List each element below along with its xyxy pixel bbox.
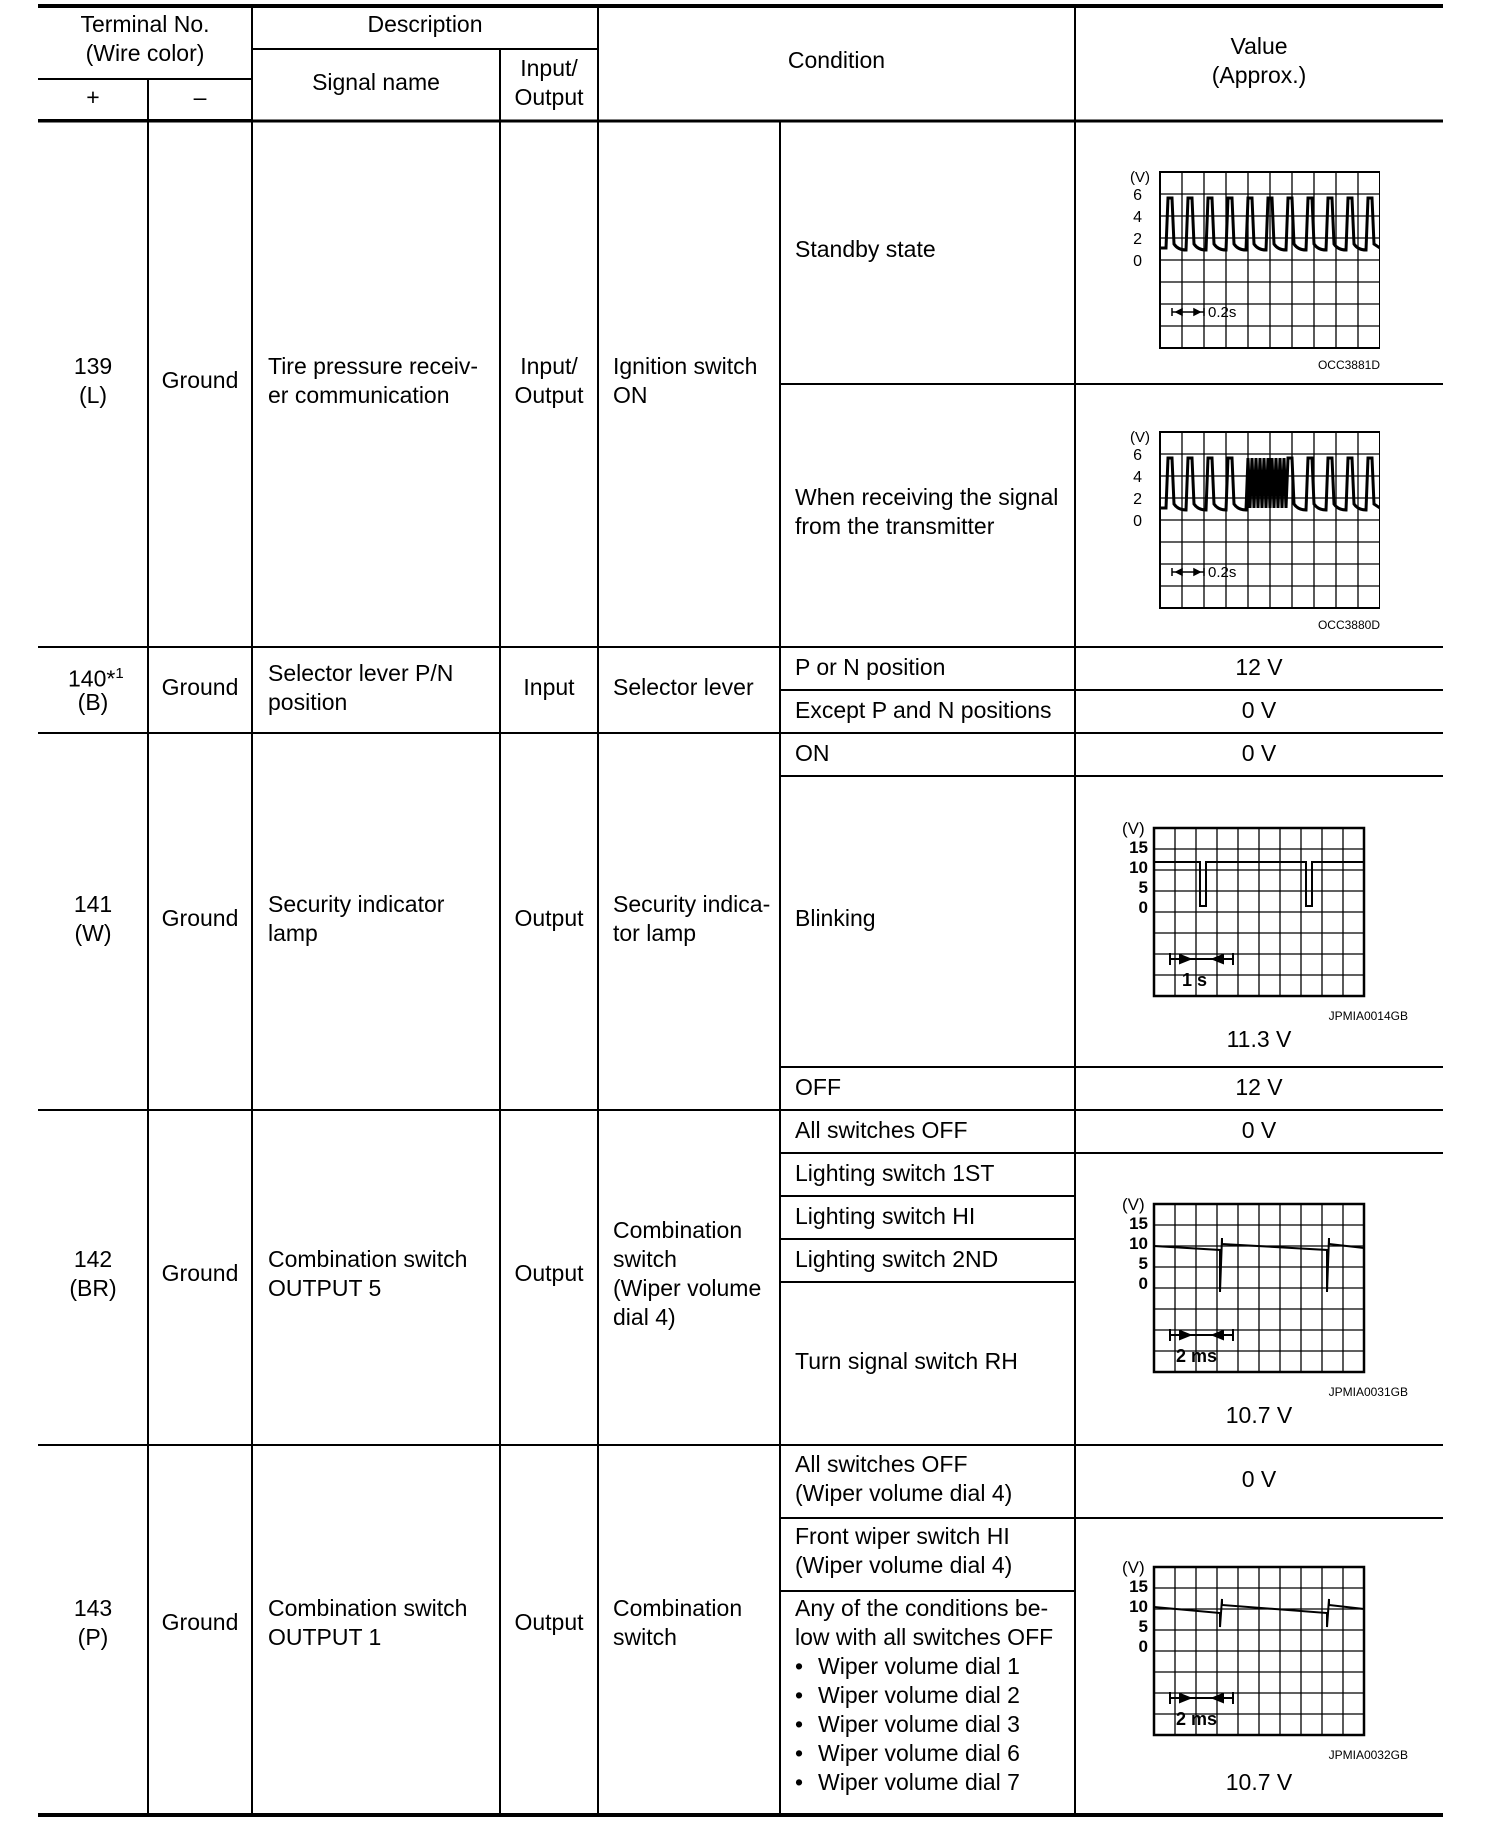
wave-tick: 0	[1138, 898, 1148, 917]
value-output5: 10.7 V	[1225, 1402, 1293, 1428]
subcond-blinking: Blinking	[795, 905, 876, 931]
wave-time: 2 ms	[1176, 1346, 1218, 1366]
subcond-any-conditions-line2: low with all switches OFF	[795, 1624, 1054, 1650]
ground-140: Ground	[161, 674, 239, 700]
cond-141-line1: Security indica-	[613, 891, 771, 917]
subcond-143-all-off-line2: (Wiper volume dial 4)	[795, 1480, 1013, 1506]
signal-140-line1: Selector lever P/N	[268, 660, 454, 686]
list-item: • Wiper volume dial 3	[795, 1711, 1020, 1737]
cond-143-line1: Combination	[613, 1595, 743, 1621]
subcond-p-or-n: P or N position	[795, 654, 946, 680]
header-signal-name: Signal name	[312, 69, 440, 95]
waveform-output5	[1112, 1192, 1412, 1402]
figure-code: JPMIA0014GB	[1328, 1009, 1408, 1023]
header-minus: –	[193, 84, 207, 110]
list-item: • Wiper volume dial 1	[795, 1653, 1020, 1679]
waveform-output1	[1112, 1555, 1412, 1765]
cond-142-line1: Combination	[613, 1217, 743, 1243]
value-all-off: 0 V	[1241, 1117, 1277, 1143]
wave-tick: 4	[1133, 209, 1142, 226]
wave-tick: 4	[1133, 469, 1142, 486]
signal-143-line1: Combination switch	[268, 1595, 468, 1621]
signal-141-line2: lamp	[268, 920, 318, 946]
io-139-line2: Output	[514, 382, 584, 408]
subcond-lighting-1st: Lighting switch 1ST	[795, 1160, 995, 1186]
io-139-line1: Input/	[520, 353, 578, 379]
footnote-marker: 1	[115, 665, 124, 682]
ground-142: Ground	[161, 1260, 239, 1286]
wave-tick: 6	[1133, 447, 1142, 464]
subcond-except-p-n: Except P and N positions	[795, 697, 1052, 723]
wave-tick: 0	[1138, 1637, 1148, 1656]
wave-time: 0.2s	[1208, 564, 1237, 581]
header-value-1: Value	[1230, 33, 1288, 59]
cond-139-line1: Ignition switch	[613, 353, 758, 379]
wave-tick: 5	[1138, 1617, 1148, 1636]
header-input-output-2: Output	[514, 84, 584, 110]
header-input-output-1: Input/	[520, 55, 578, 81]
subcond-receiving-line2: from the transmitter	[795, 513, 995, 539]
wave-tick: 15	[1129, 1214, 1148, 1233]
subcond-front-wiper-hi-line1: Front wiper switch HI	[795, 1523, 1010, 1549]
ground-139: Ground	[161, 367, 239, 393]
wave-time: 2 ms	[1176, 1709, 1218, 1729]
cond-140: Selector lever	[613, 674, 754, 700]
header-wire-color: (Wire color)	[85, 40, 205, 66]
header-plus: +	[86, 84, 100, 110]
wave-tick: 0	[1133, 513, 1142, 530]
wave-time: 0.2s	[1208, 304, 1237, 321]
header-terminal-no: Terminal No.	[80, 11, 210, 37]
signal-142-line1: Combination switch	[268, 1246, 468, 1272]
wave-tick: 15	[1129, 1577, 1148, 1596]
header-condition: Condition	[787, 47, 886, 73]
wave-tick: 6	[1133, 187, 1142, 204]
waveform-receiving	[1120, 424, 1380, 634]
io-143: Output	[514, 1609, 584, 1635]
waveform-blinking	[1112, 816, 1412, 1026]
list-item-text: Wiper volume dial 6	[818, 1740, 1020, 1766]
cond-142-line2: switch	[613, 1246, 677, 1272]
ground-143: Ground	[161, 1609, 239, 1635]
subcond-all-off: All switches OFF	[795, 1117, 968, 1143]
wave-tick: 10	[1129, 1597, 1148, 1616]
terminal-140-number: 140*	[68, 665, 116, 692]
terminal-142: 142	[73, 1246, 113, 1272]
subcond-standby: Standby state	[795, 236, 936, 262]
subcond-lighting-2nd: Lighting switch 2ND	[795, 1246, 999, 1272]
wire-140: (B)	[77, 689, 109, 715]
list-item-text: Wiper volume dial 3	[818, 1711, 1020, 1737]
subcond-lighting-hi: Lighting switch HI	[795, 1203, 976, 1229]
value-off: 12 V	[1235, 1074, 1283, 1100]
signal-139-line1: Tire pressure receiv-	[268, 353, 479, 379]
signal-143-line2: OUTPUT 1	[268, 1624, 382, 1650]
figure-code: OCC3881D	[1317, 358, 1380, 372]
io-142: Output	[514, 1260, 584, 1286]
value-output1: 10.7 V	[1225, 1769, 1293, 1795]
signal-139-line2: er communication	[268, 382, 450, 408]
list-item-text: Wiper volume dial 1	[818, 1653, 1020, 1679]
subcond-off: OFF	[795, 1074, 841, 1100]
subcond-front-wiper-hi-line2: (Wiper volume dial 4)	[795, 1552, 1013, 1578]
wiper-dial-list	[795, 1652, 1020, 1797]
figure-code: JPMIA0032GB	[1328, 1748, 1408, 1762]
wire-142: (BR)	[69, 1275, 117, 1301]
io-140: Input	[523, 674, 575, 700]
subcond-receiving-line1: When receiving the signal	[795, 484, 1059, 510]
wave-tick: 5	[1138, 878, 1148, 897]
cond-143-line2: switch	[613, 1624, 677, 1650]
cond-142-line4: dial 4)	[613, 1304, 676, 1330]
value-p-or-n: 12 V	[1235, 654, 1283, 680]
value-except-p-n: 0 V	[1241, 697, 1277, 723]
waveform-standby	[1120, 164, 1380, 374]
io-141: Output	[514, 905, 584, 931]
value-143-all-off: 0 V	[1241, 1466, 1277, 1492]
subcond-turn-rh: Turn signal switch RH	[795, 1348, 1018, 1374]
wave-unit: (V)	[1122, 1558, 1145, 1577]
subcond-any-conditions-line1: Any of the conditions be-	[795, 1595, 1049, 1621]
cond-142-line3: (Wiper volume	[613, 1275, 762, 1301]
wave-unit: (V)	[1130, 429, 1150, 446]
terminal-139: 139	[73, 353, 113, 379]
wire-139: (L)	[78, 382, 108, 408]
list-item: • Wiper volume dial 6	[795, 1740, 1020, 1766]
list-item-text: Wiper volume dial 7	[818, 1769, 1020, 1795]
cond-139-line2: ON	[613, 382, 648, 408]
signal-141-line1: Security indicator	[268, 891, 445, 917]
wave-unit: (V)	[1130, 169, 1150, 186]
subcond-143-all-off-line1: All switches OFF	[795, 1451, 968, 1477]
signal-142-line2: OUTPUT 5	[268, 1275, 382, 1301]
header-description: Description	[367, 11, 483, 37]
list-item: • Wiper volume dial 7	[795, 1769, 1020, 1795]
wave-time: 1 s	[1182, 970, 1208, 990]
figure-code: OCC3880D	[1317, 618, 1380, 632]
wave-unit: (V)	[1122, 819, 1145, 838]
signal-140-line2: position	[268, 689, 348, 715]
header-value-2: (Approx.)	[1211, 62, 1307, 88]
wave-tick: 0	[1133, 253, 1142, 270]
wave-tick: 2	[1133, 231, 1142, 248]
wave-tick: 10	[1129, 1234, 1148, 1253]
wave-tick: 15	[1129, 838, 1148, 857]
terminal-143: 143	[73, 1595, 113, 1621]
wave-tick: 0	[1138, 1274, 1148, 1293]
figure-code: JPMIA0031GB	[1328, 1385, 1408, 1399]
wave-tick: 5	[1138, 1254, 1148, 1273]
wire-143: (P)	[77, 1624, 109, 1650]
ground-141: Ground	[161, 905, 239, 931]
wire-141: (W)	[74, 920, 112, 946]
wave-tick: 2	[1133, 491, 1142, 508]
subcond-on: ON	[795, 740, 830, 766]
value-on: 0 V	[1241, 740, 1277, 766]
cond-141-line2: tor lamp	[613, 920, 697, 946]
value-blinking: 11.3 V	[1226, 1026, 1292, 1052]
list-item-text: Wiper volume dial 2	[818, 1682, 1020, 1708]
list-item: • Wiper volume dial 2	[795, 1682, 1020, 1708]
wave-tick: 10	[1129, 858, 1148, 877]
terminal-141: 141	[73, 891, 113, 917]
wave-unit: (V)	[1122, 1195, 1145, 1214]
